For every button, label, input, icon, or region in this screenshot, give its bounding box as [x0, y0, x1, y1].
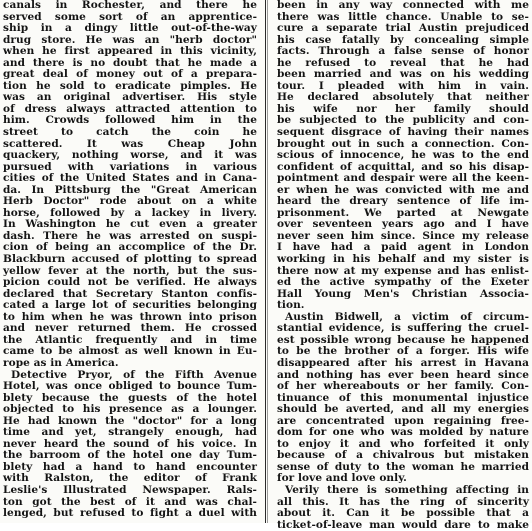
text-line: are concentrated upon regaining free- [277, 414, 529, 427]
text-line: ship in a dingy little out-of-the-way [3, 22, 257, 35]
text-line: Herb Doctor" rode about on a white [3, 195, 257, 208]
text-line: Blackburn accused of plotting to spread [3, 253, 257, 266]
text-line: all this. It has the ring of sincerity [277, 495, 529, 508]
text-line: been in any way connected with me [277, 0, 529, 11]
text-line: him. Crowds followed him in the [3, 114, 257, 127]
column-divider-shadow [267, 0, 268, 523]
text-line: pointment and despair were all the keen- [277, 172, 529, 185]
text-line: quackery, nothing worse, and it was [3, 149, 257, 162]
column-divider [265, 0, 266, 523]
text-line: declared that Secretary Stanton confis- [3, 287, 257, 300]
text-line: been married and was on his wedding [277, 68, 529, 81]
text-line: over seventeen years ago and I have [277, 218, 529, 231]
text-line: was an original advertiser. His style [3, 91, 257, 104]
text-line: yellow fever at the north, but the sus- [3, 264, 257, 277]
text-line: cities of the United States and in Cana- [3, 172, 257, 185]
text-line: of her whereabouts or her family. Con- [277, 380, 529, 393]
text-line: In Washington he cut even a greater [3, 218, 257, 231]
text-line: working in his behalf and my sister is [277, 253, 529, 266]
text-line: to him when he was thrown into prison [3, 310, 257, 323]
text-line: tion. [277, 299, 305, 312]
text-line: canals in Rochester, and there he [3, 0, 257, 11]
text-line: cion of being an accomplice of the Dr. [3, 241, 257, 254]
text-line: pursued with variations in various [3, 160, 257, 173]
text-line: he refused to reveal that he had [277, 56, 529, 69]
text-line: facts. Through a false sense of honor [277, 45, 529, 58]
text-line: tion he sold to eradicate pimples. He [3, 79, 257, 92]
text-line: rope as in America. [3, 356, 119, 369]
text-line: sense of duty to the woman he married [277, 460, 529, 473]
text-line: Verily there is something affecting in [285, 483, 529, 496]
text-line: Austin Bidwell, a victim of circum- [285, 310, 529, 323]
text-line: stantial evidence, is suffering the cruel- [277, 322, 529, 335]
text-line: ton got the best of it and was chal- [3, 495, 257, 508]
text-line: and nothing has ever been heard since [277, 368, 529, 381]
text-line: when he first appeared in this vicinity, [3, 45, 257, 58]
text-line: I have had a paid agent in London [277, 241, 529, 254]
text-line: served some sort of an apprentice- [3, 10, 257, 23]
text-line: disappeared after his arrest in Havana [277, 356, 529, 369]
text-line: prisonment. We parted at Newgate [277, 206, 529, 219]
left-text-column [0, 0, 257, 523]
text-line: should be averted, and all my energies [277, 403, 529, 416]
text-line: his wife nor her family should [277, 102, 529, 115]
text-line: to be the brother of a forger. His wife [277, 345, 529, 358]
text-line: brought out in such a connection. Con- [277, 137, 529, 150]
text-line: with Ralston, the editor of Frank [3, 472, 257, 485]
text-line: Detective Pryor, of the Fifth Avenue [11, 368, 257, 381]
text-line: of dress always attracted attention to [3, 102, 257, 115]
text-line: be subjected to the publicity and con- [277, 114, 529, 127]
text-line: drug store. He was an "herb doctor" [3, 33, 257, 46]
text-line: dash. There he was arrested on suspi- [3, 229, 257, 242]
text-line: horse, followed by a lackey in livery. [3, 206, 257, 219]
text-line: er when he was convicted with me and [277, 183, 529, 196]
text-line: da. In Pittsburg the "Great American [3, 183, 257, 196]
text-line: cated a large lot of securities belonging [3, 299, 257, 312]
text-line: great deal of money out of a prepara- [3, 68, 257, 81]
text-line: about it. Can it be possible that a [277, 507, 529, 520]
text-line: never heard the sound of his voice. In [3, 437, 257, 450]
text-line: came to be almost as well known in Eu- [3, 345, 257, 358]
text-line: his case fatally by concealing simple [277, 33, 529, 46]
text-line: blety had a hand to hand encounter [3, 460, 257, 473]
text-line: there was little chance. Unable to se- [277, 10, 529, 23]
text-line: the barroom of the hotel one day Tum- [3, 449, 257, 462]
text-line: tour. I pleaded with him in vain. [277, 79, 529, 92]
text-line: heard the dreary sentence of life im- [277, 195, 529, 208]
text-line: tinuance of this monumental injustice [277, 391, 529, 404]
text-line: cure a separate trial Austin prejudiced [277, 22, 529, 35]
text-line: to enjoy it and who forfeited it only [277, 437, 529, 450]
text-line: Leslie's Illustrated Newspaper. Rals- [3, 483, 257, 496]
text-line: est possible wrong because he happened [277, 333, 529, 346]
text-line: and never returned them. He crossed [3, 322, 257, 335]
text-line: scattered. It was Cheap John [3, 137, 257, 150]
text-line: Hall Young Men's Christian Associa- [277, 287, 529, 300]
text-line: ed the active sympathy of the Exeter [277, 276, 529, 289]
text-line: for love and love only. [277, 472, 407, 485]
text-line: there now at my expense and has enlist- [277, 264, 529, 277]
text-line: He declared absolutely that neither [277, 91, 529, 104]
text-line: objected to his presence as a lounger. [3, 403, 257, 416]
text-line: confident of acquittal, and so his disap- [277, 160, 529, 173]
text-line: dom for one who was molded by nature [277, 426, 529, 439]
text-line: because of a chivalrous but mistaken [277, 449, 529, 462]
right-text-column [277, 0, 529, 531]
text-line: the Atlantic frequently and in time [3, 333, 257, 346]
text-line: He had known the "doctor" for a long [3, 414, 257, 427]
text-line: and there is no doubt that he made a [3, 56, 257, 69]
text-line: picion could not be verified. He always [3, 276, 257, 289]
text-line: ticket-of-leave man would dare to make [277, 518, 529, 531]
text-line: time and yet, strangely enough, had [3, 426, 257, 439]
text-line: scious of innocence, he was to the end [277, 149, 529, 162]
text-line: blety because the guests of the hotel [3, 391, 257, 404]
text-line: never seen him since. Since my release [277, 229, 529, 242]
text-line: street to catch the coin he [3, 126, 257, 139]
text-line: sequent disgrace of having their names [277, 126, 529, 139]
text-line: Hotel, was once obliged to bounce Tum- [3, 380, 257, 393]
text-line: lenged, but refused to fight a duel with [3, 507, 257, 520]
